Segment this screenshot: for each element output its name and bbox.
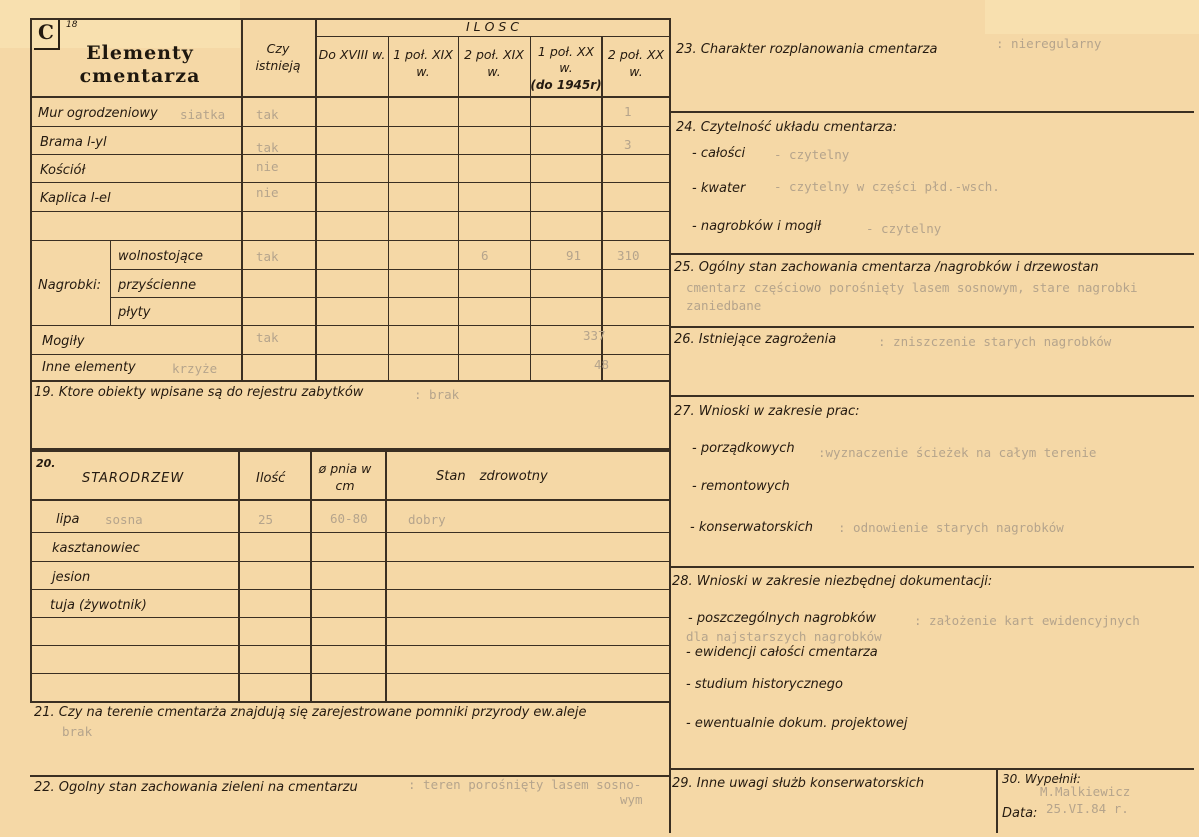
row-label-inne: Inne elementy — [42, 360, 136, 375]
q22-answer-line2: wym — [620, 792, 643, 807]
q24-a-label: - całości — [692, 146, 746, 161]
q28-label: 28. Wnioski w zakresie niezbędnej dokumentacji: — [672, 574, 993, 589]
typed-wolno-2xix: 6 — [481, 248, 489, 263]
tree-row-label: jesion — [52, 570, 91, 585]
q28-c-label: - studium historycznego — [686, 677, 843, 692]
q27-c-label: - konserwatorskich — [690, 520, 813, 535]
row-label-mogily: Mogiły — [42, 334, 85, 349]
typed-kaplica-czy: nie — [256, 185, 279, 200]
tree-row-label: lipa — [56, 512, 80, 527]
row-label-kosciol: Kościół — [40, 163, 86, 178]
row-label-wolnostojace: wolnostojące — [118, 249, 203, 264]
row-label-przyscienne: przyścienne — [118, 278, 197, 293]
typed-inne-val: 48 — [594, 357, 610, 372]
q25-answer-line1: cmentarz częściowo porośnięty lasem sosnowym, stare nagrobki — [686, 280, 1138, 295]
section-title-line1: Elementy — [86, 42, 194, 64]
q26-answer: : zniszczenie starych nagrobków — [878, 334, 1112, 349]
q23-label: 23. Charakter rozplanowania cmentarza — [676, 42, 938, 57]
q24-c-label: - nagrobków i mogił — [692, 219, 822, 234]
q24-a-answer: - czytelny — [774, 147, 850, 162]
q28-b-label: - ewidencji całości cmentarza — [686, 645, 878, 660]
typed-tree-stan: dobry — [408, 512, 446, 527]
page-number: 18 — [66, 20, 78, 30]
row-label-plyty: płyty — [118, 305, 151, 320]
tree-col-name: STARODRZEW — [82, 471, 185, 486]
q20-number: 20. — [36, 457, 56, 470]
typed-mogily-val: 337 — [583, 328, 606, 343]
card-letter: C — [38, 20, 54, 44]
q24-label: 24. Czytelność układu cmentarza: — [676, 120, 898, 135]
col-header-2xx: 2 poł. XX w. — [607, 47, 665, 79]
tree-col-pnia: ø pnia w cm — [318, 461, 372, 493]
tape-strip — [985, 0, 1199, 34]
typed-wolno-czy: tak — [256, 249, 279, 264]
col-header-1xx-sub: (do 1945r) — [530, 78, 602, 92]
col-header-ilosc: I L O S C — [465, 19, 520, 34]
row-label-kaplica: Kaplica l-el — [40, 191, 111, 206]
row-label-mur: Mur ogrodzeniowy — [38, 106, 158, 121]
q24-c-answer: - czytelny — [866, 221, 942, 236]
q26-label: 26. Istniejące zagrożenia — [674, 332, 837, 347]
col-header-2xix: 2 poł. XIX w. — [464, 47, 524, 79]
q27-b-label: - remontowych — [692, 479, 790, 494]
tree-row-label: tuja (żywotnik) — [50, 598, 147, 613]
typed-tree-ilosc: 25 — [258, 512, 274, 527]
tree-row-label: kasztanowiec — [52, 541, 140, 556]
row-label-brama: Brama l-yl — [40, 135, 107, 150]
col-header-1xx: 1 poł. XX w. — [537, 44, 595, 75]
q27-a-label: - porządkowych — [692, 441, 795, 456]
q28-a-answer-line2: dla najstarszych nagrobków — [686, 629, 882, 644]
q22-label: 22. Ogolny stan zachowania zieleni na cmentarzu — [34, 780, 358, 795]
row-label-nagrobki: Nagrobki: — [38, 278, 102, 293]
col-header-xviii: Do XVIII w. — [318, 47, 386, 62]
q19-label: 19. Ktore obiekty wpisane są do rejestru zabytków — [34, 385, 364, 400]
q28-a-label: - poszczególnych nagrobków — [688, 611, 876, 626]
typed-tree-pnia: 60-80 — [330, 511, 368, 526]
typed-tree-name: sosna — [105, 512, 143, 527]
q19-answer: : brak — [414, 387, 460, 402]
typed-kosciol-czy: nie — [256, 159, 279, 174]
typed-wolno-2xx: 310 — [617, 248, 640, 263]
typed-brama-czy: tak — [256, 140, 279, 155]
section-title-line2: cmentarza — [79, 65, 201, 87]
q29-label: 29. Inne uwagi służb konserwatorskich — [672, 776, 925, 791]
typed-mur-type: siatka — [180, 107, 226, 122]
q24-b-answer: - czytelny w części płd.-wsch. — [774, 179, 1000, 194]
q25-answer-line2: zaniedbane — [686, 298, 762, 313]
typed-inne-type: krzyże — [172, 361, 218, 376]
q25-label: 25. Ogólny stan zachowania cmentarza /nagrobków i drzewostan — [674, 260, 1099, 275]
typed-wolno-1xx: 91 — [566, 248, 582, 263]
q24-b-label: - kwater — [692, 181, 746, 196]
typed-mur-2xx: 1 — [624, 104, 632, 119]
tree-col-ilosc: Ilość — [256, 471, 286, 486]
typed-mur-czy: tak — [256, 107, 279, 122]
q27-a-answer: :wyznaczenie ścieżek na całym terenie — [818, 445, 1097, 460]
tree-col-stan: Stan zdrowotny — [436, 469, 548, 484]
q21-label: 21. Czy na terenie cmentarża znajdują się zarejestrowane pomniki przyrody ew.aleje — [34, 705, 587, 720]
q28-a-answer-line1: : założenie kart ewidencyjnych — [914, 613, 1140, 628]
q23-answer: : nieregularny — [996, 36, 1102, 51]
q30-date-label: Data: — [1002, 806, 1038, 821]
q27-c-answer: : odnowienie starych nagrobków — [838, 520, 1064, 535]
q30-label: 30. Wypełnił: — [1002, 772, 1081, 786]
q30-date: 25.VI.84 r. — [1046, 801, 1129, 816]
q21-answer: brak — [62, 724, 93, 739]
col-header-1xix: 1 poł. XIX w. — [393, 47, 453, 79]
typed-brama-2xx: 3 — [624, 137, 632, 152]
col-header-czy: Czy istnieją — [255, 41, 301, 73]
typed-mogily-czy: tak — [256, 330, 279, 345]
q27-label: 27. Wnioski w zakresie prac: — [674, 404, 860, 419]
q30-name: M.Malkiewicz — [1040, 784, 1131, 799]
q28-d-label: - ewentualnie dokum. projektowej — [686, 716, 908, 731]
q22-answer-line1: : teren porośnięty lasem sosno- — [408, 777, 642, 792]
